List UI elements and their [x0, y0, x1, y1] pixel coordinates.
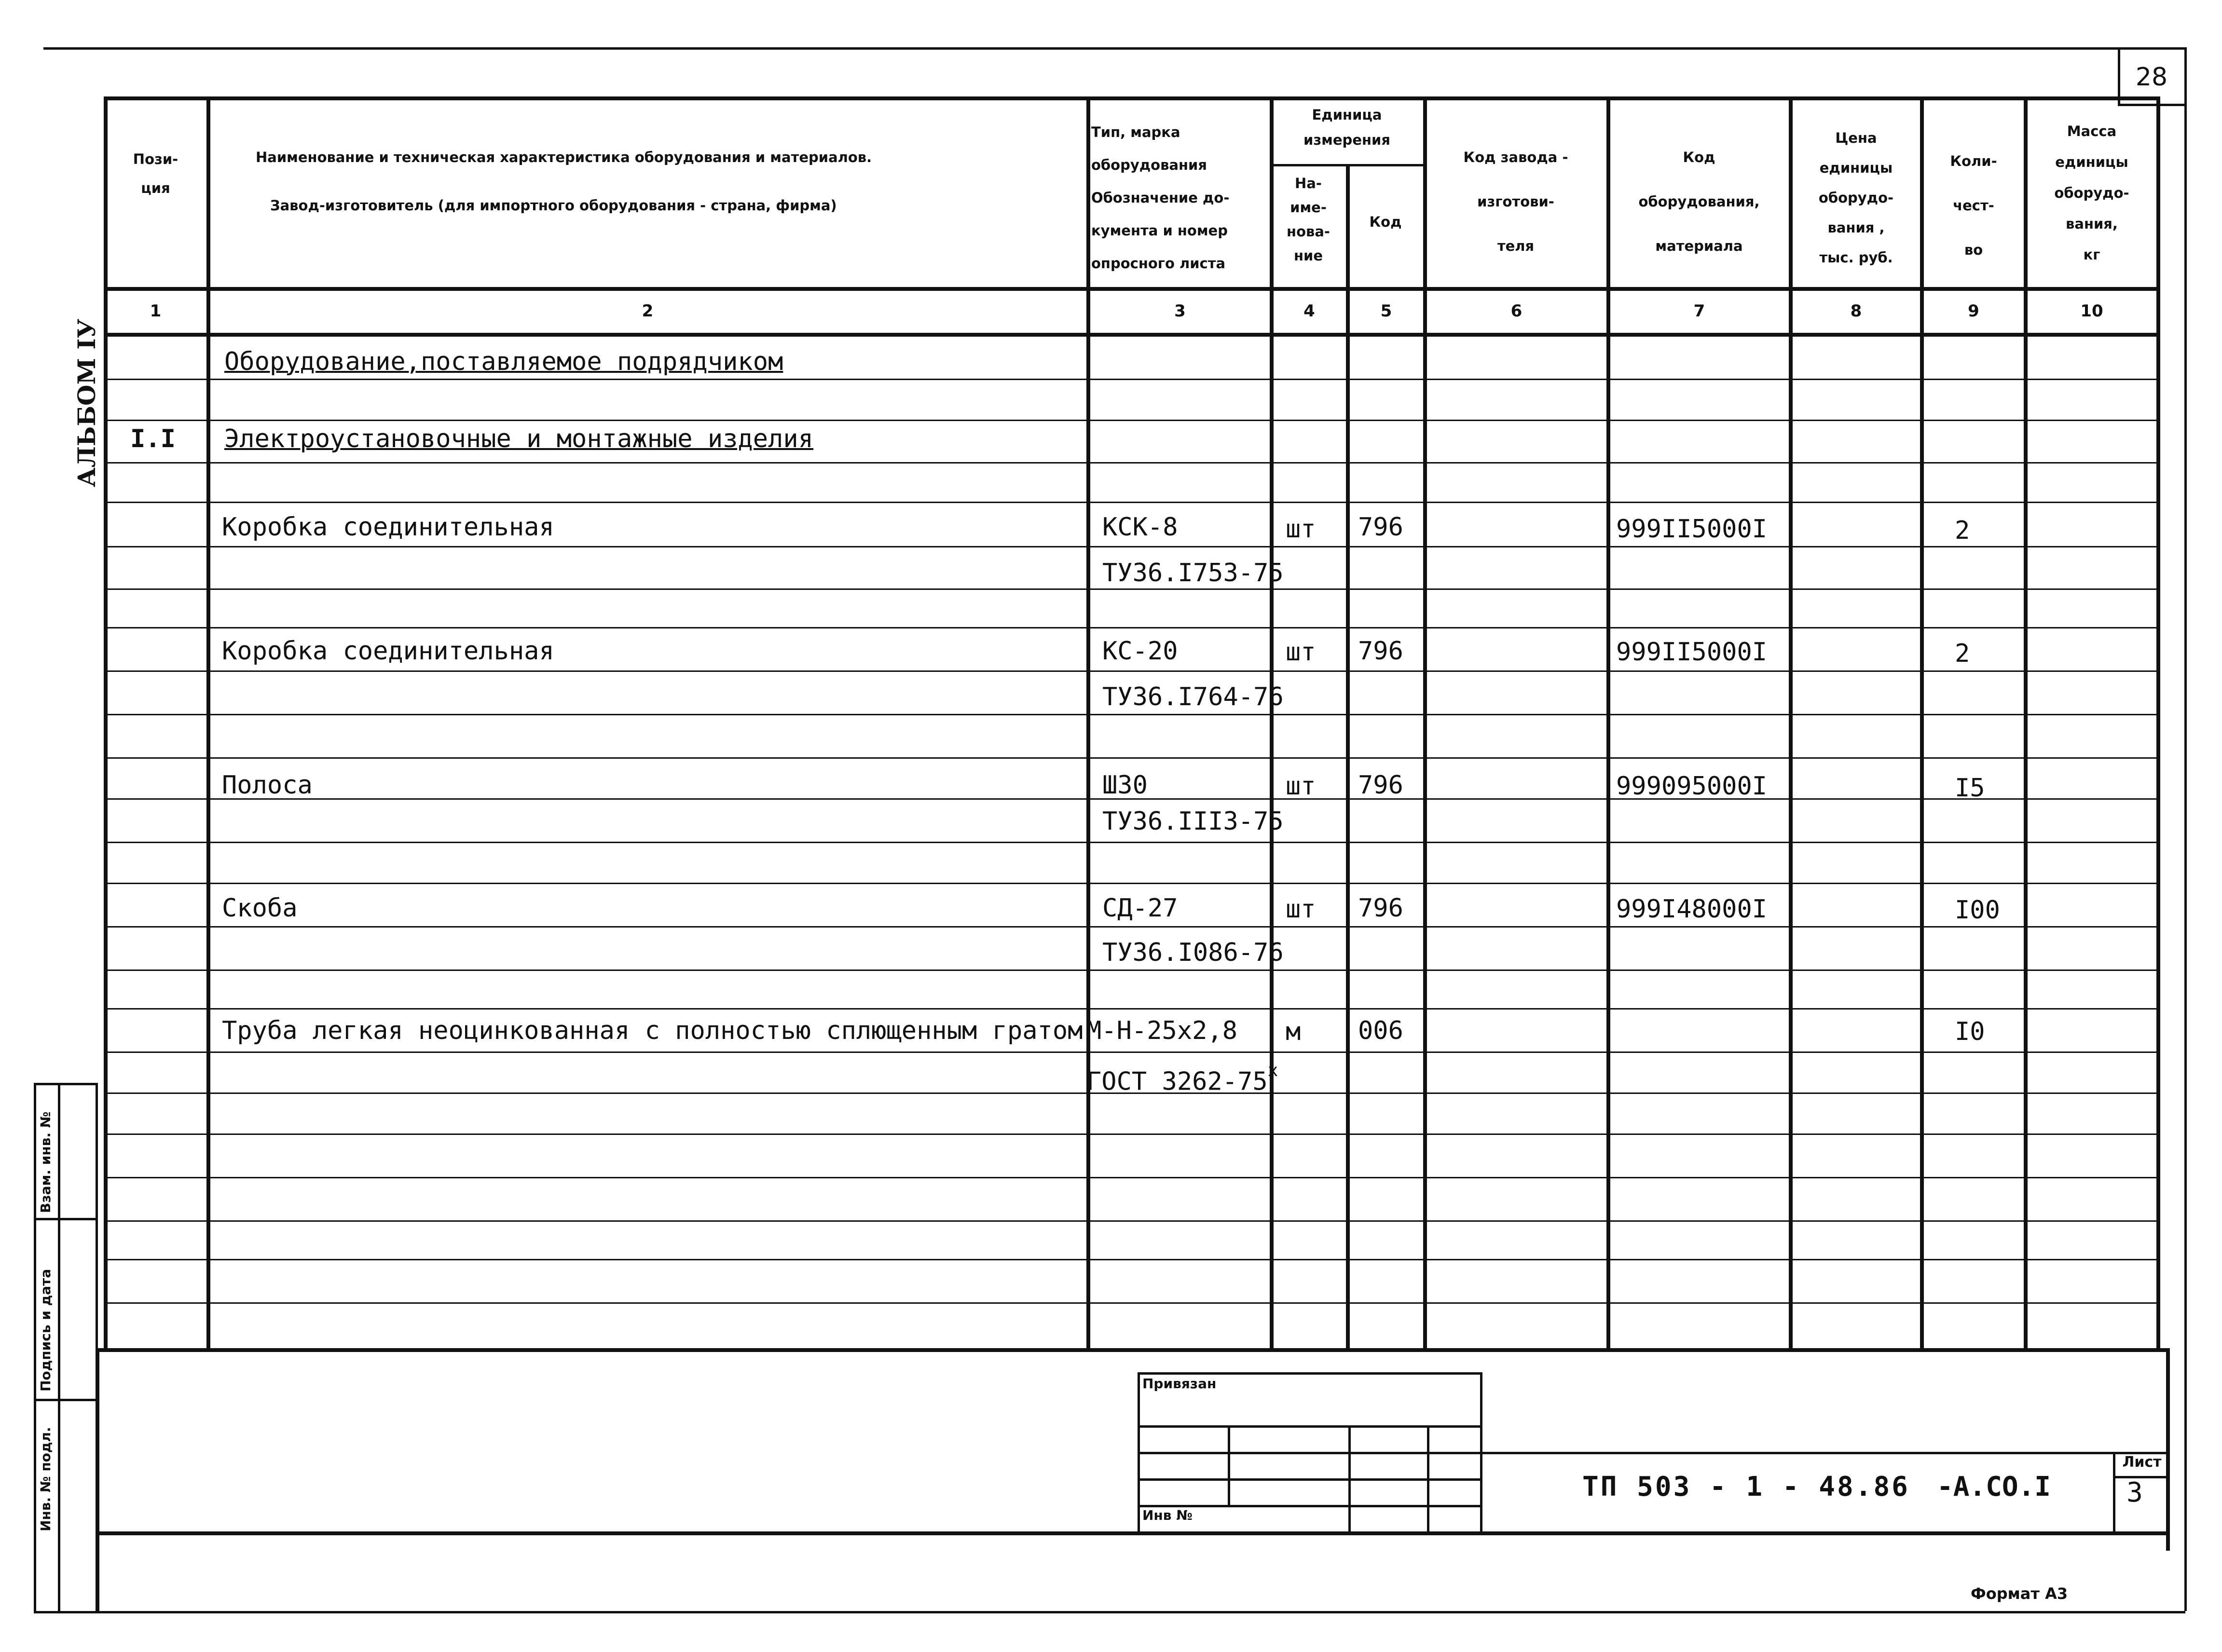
item-name: Труба легкая неоцинкованная с полностью сплющенным гратом [222, 1016, 1083, 1045]
header-unit-code: Код [1369, 214, 1402, 230]
row-divider [104, 670, 2156, 672]
side-stamp-mid [58, 1083, 60, 1611]
colnum-10: 10 [2080, 301, 2103, 321]
item-doc: ТУ36.I764-76 [1102, 683, 1284, 711]
item-unit: шт [1286, 895, 1316, 924]
item-equipment-code: 999095000I [1616, 772, 1768, 801]
item-unit: м [1286, 1017, 1301, 1046]
item-unit: шт [1286, 772, 1316, 801]
item-unit-code: 796 [1358, 894, 1403, 923]
item-quantity: 2 [1955, 516, 1970, 545]
row-divider [104, 502, 2156, 503]
item-equipment-code: 999II5000I [1616, 638, 1768, 667]
priv-c1 [1228, 1425, 1230, 1505]
item-unit: шт [1286, 638, 1316, 667]
item-type: КСК-8 [1102, 513, 1178, 542]
item-unit-code: 796 [1358, 513, 1403, 542]
priv-c2 [1348, 1425, 1351, 1531]
inv-no-label: Инв № [1142, 1507, 1193, 1523]
col-line-3 [1270, 96, 1274, 1348]
doc-code: ТП 503 - 1 - 48.86 [1582, 1471, 1910, 1502]
table-top [104, 96, 2159, 100]
header-mass: Масса единицы оборудо- вания, кг [2054, 123, 2129, 263]
row-divider [104, 883, 2156, 884]
list-label: Лист [2122, 1454, 2162, 1471]
item-name: Коробка соединительная [222, 513, 554, 542]
side-label-inv-podl: Инв. № подл. [38, 1427, 54, 1531]
side-stamp-top [34, 1083, 96, 1085]
item-doc: ТУ36.I753-75 [1102, 559, 1284, 587]
colnum-5: 5 [1380, 301, 1392, 321]
row-divider [104, 1051, 2156, 1053]
row-divider [104, 1133, 2156, 1135]
album-label: АЛЬБОМ IУ [72, 318, 101, 487]
header-unit-name: На- име- нова- ние [1287, 175, 1330, 264]
doc-code-top [1480, 1452, 2167, 1454]
item-doc [1086, 1056, 1278, 1101]
col-line-7 [1789, 96, 1793, 1348]
row-divider [104, 1259, 2156, 1260]
side-stamp-left [34, 1083, 36, 1611]
col-line-9 [2024, 96, 2028, 1348]
item-quantity: I00 [1955, 896, 2000, 925]
item-name: Коробка соединительная [222, 637, 554, 666]
col-line-6 [1606, 96, 1610, 1348]
colnum-bottom [104, 333, 2159, 337]
item-doc: ТУ36.III3-75 [1102, 807, 1284, 836]
item-doc-superscript: х [1267, 1061, 1278, 1080]
row-divider [104, 462, 2156, 464]
top-border [43, 47, 2185, 50]
privyazan-label: Привязан [1142, 1376, 1217, 1392]
col-line-2 [1086, 96, 1090, 1348]
item-doc-text: ГОСТ 3262-75 [1086, 1067, 1268, 1096]
item-quantity: I0 [1955, 1017, 1985, 1046]
colnum-9: 9 [1968, 301, 1979, 321]
side-stamp-div1 [34, 1218, 96, 1220]
item-name: Скоба [222, 894, 298, 923]
item-quantity: 2 [1955, 639, 1970, 668]
header-name-line1: Наименование и техническая характеристика оборудования и материалов. [256, 149, 872, 165]
row-divider [104, 842, 2156, 843]
colnum-2: 2 [642, 301, 654, 321]
unit-group-divider [1270, 164, 1423, 166]
header-position: Пози- ция [133, 151, 178, 196]
item-doc: ТУ36.I086-76 [1102, 938, 1284, 967]
priv-top [1138, 1372, 1481, 1375]
col-line-1 [206, 96, 210, 1348]
header-factory-code: Код завода - изготови- теля [1463, 149, 1568, 254]
item-equipment-code: 999I48000I [1616, 895, 1768, 924]
colnum-3: 3 [1174, 301, 1186, 321]
col-line-5 [1423, 96, 1427, 1348]
row-divider [104, 1177, 2156, 1178]
item-quantity: I5 [1955, 774, 1985, 803]
colnum-8: 8 [1850, 301, 1862, 321]
section-heading-contractor: Оборудование,поставляемое подрядчиком [224, 347, 783, 376]
item-type: ШЗ0 [1102, 771, 1148, 800]
item-unit-code: 796 [1358, 771, 1403, 800]
col-line-8 [1920, 96, 1924, 1348]
header-equipment-code: Код оборудования, материала [1638, 149, 1760, 254]
priv-c3 [1427, 1425, 1429, 1531]
page-number-box-bottom [2118, 104, 2185, 106]
item-unit-code: 796 [1358, 637, 1403, 666]
title-block-bottom [96, 1531, 2170, 1535]
header-type: Тип, марка оборудования Обозначение до- кумента и номер опросного листа [1091, 124, 1230, 272]
item-type: М-Н-25х2,8 [1086, 1016, 1238, 1045]
row-divider [104, 757, 2156, 759]
side-stamp-div2 [34, 1399, 96, 1401]
title-block-right [2166, 1348, 2170, 1551]
row-divider [104, 1302, 2156, 1304]
format-label: Формат А3 [1971, 1584, 2068, 1603]
section-heading-electrical: Электроустановочные и монтажные изделия [224, 424, 813, 453]
header-name-line2: Завод-изготовитель (для импортного оборудования - страна, фирма) [270, 197, 837, 214]
item-type: КС-20 [1102, 637, 1178, 666]
bottom-border [34, 1611, 2185, 1613]
colnum-7: 7 [1693, 301, 1705, 321]
item-unit-code: 006 [1358, 1016, 1403, 1045]
side-label-signature: Подпись и дата [38, 1269, 54, 1392]
colnum-6: 6 [1510, 301, 1522, 321]
lower-left-border [96, 1348, 99, 1611]
item-equipment-code: 999II5000I [1616, 515, 1768, 544]
row-divider [104, 627, 2156, 628]
row-divider [104, 1220, 2156, 1222]
priv-r1 [1138, 1425, 1481, 1428]
colnum-4: 4 [1303, 301, 1315, 321]
colnum-1: 1 [150, 301, 162, 321]
doc-suffix: -А.СО.I [1937, 1471, 2051, 1502]
header-quantity: Коли- чест- во [1950, 153, 1997, 258]
item-type: СД-27 [1102, 894, 1178, 923]
item-name: Полоса [222, 771, 313, 800]
row-position: I.I [130, 424, 176, 453]
list-value: 3 [2126, 1477, 2143, 1508]
side-label-vzam: Взам. инв. № [38, 1111, 54, 1213]
header-unit-group: Единица измерения [1303, 107, 1390, 148]
col-line-4 [1346, 164, 1350, 1348]
page-number: 28 [2135, 63, 2168, 92]
table-bottom [96, 1348, 2166, 1352]
item-unit: шт [1286, 515, 1316, 544]
col-line-0 [104, 96, 108, 1348]
priv-r3 [1138, 1478, 1481, 1481]
row-divider [104, 1008, 2156, 1010]
right-border [2184, 47, 2187, 1611]
priv-r2 [1138, 1452, 1481, 1454]
col-line-10 [2156, 96, 2160, 1348]
header-price: Цена единицы оборудо- вания , тыс. руб. [1818, 130, 1894, 266]
